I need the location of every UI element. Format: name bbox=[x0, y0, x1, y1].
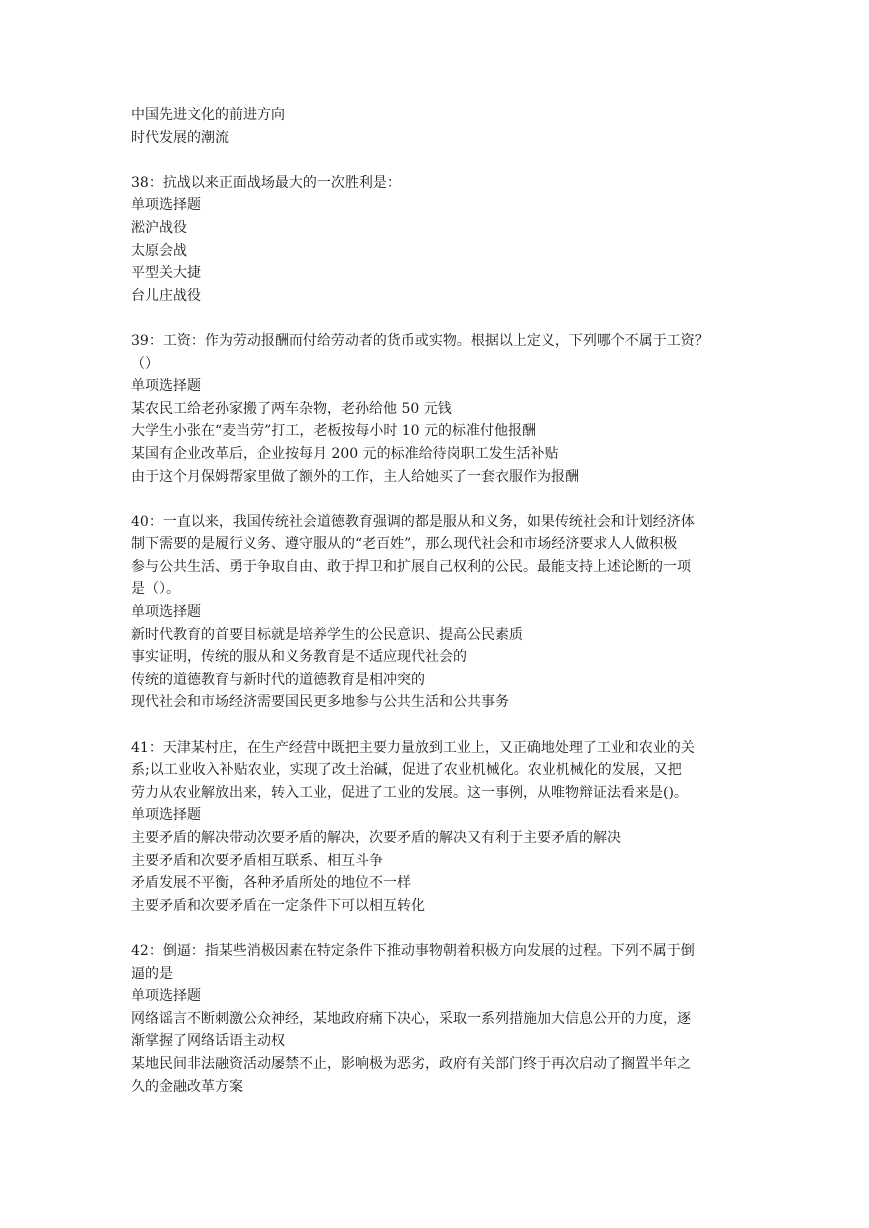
question-type: 单项选择题 bbox=[131, 197, 201, 214]
option: 主要矛盾的解决带动次要矛盾的解决，次要矛盾的解决又有利于主要矛盾的解决 bbox=[131, 830, 621, 846]
option: 时代发展的潮流 bbox=[131, 129, 229, 146]
spacer bbox=[131, 714, 743, 737]
question-stem: 系;以工业收入补贴农业，实现了改土治碱，促进了农业机械化。农业机械化的发展，又把 bbox=[131, 762, 682, 779]
option: 现代社会和市场经济需要国民更多地参与公共生活和公共事务 bbox=[131, 694, 509, 711]
question-39 bbox=[131, 330, 743, 488]
option: 由于这个月保姆帮家里做了额外的工作，主人给她买了一套衣服作为报酬 bbox=[131, 468, 579, 485]
option: 新时代教育的首要目标就是培养学生的公民意识、提高公民素质 bbox=[131, 626, 523, 643]
question-type: 单项选择题 bbox=[131, 988, 201, 1005]
option-continuation: 渐掌握了网络话语主动权 bbox=[131, 1033, 285, 1050]
question-stem: 40：一直以来，我国传统社会道德教育强调的都是服从和义务，如果传统社会和计划经济体 bbox=[131, 513, 695, 530]
option: 传统的道德教育与新时代的道德教育是相冲突的 bbox=[131, 671, 425, 688]
option: 某农民工给老孙家搬了两车杂物，老孙给他 50 元钱 bbox=[131, 400, 452, 417]
question-stem: 41：天津某村庄，在生产经营中既把主要力量放到工业上，又正确地处理了工业和农业的关 bbox=[131, 739, 695, 756]
question-type: 单项选择题 bbox=[131, 604, 201, 621]
question-stem: 劳力从农业解放出来，转入工业，促进了工业的发展。这一事例，从唯物辩证法看来是()。 bbox=[131, 784, 688, 801]
question-stem: 38：抗战以来正面战场最大的一次胜利是： bbox=[131, 174, 401, 191]
question-stem: 39：工资：作为劳动报酬而付给劳动者的货币或实物。根据以上定义，下列哪个不属于工资？ bbox=[131, 332, 709, 349]
question-40 bbox=[131, 511, 743, 714]
option: 某地民间非法融资活动屡禁不止，影响极为恶劣，政府有关部门终于再次启动了搁置半年之 bbox=[131, 1055, 691, 1072]
option-continuation: 久的金融改革方案 bbox=[131, 1078, 243, 1095]
question-stem: 42：倒逼：指某些消极因素在特定条件下推动事物朝着积极方向发展的过程。下列不属于倒 bbox=[131, 942, 695, 959]
option: 淞沪战役 bbox=[131, 219, 187, 236]
question-38 bbox=[131, 172, 743, 308]
question-type: 单项选择题 bbox=[131, 378, 201, 395]
option: 某国有企业改革后，企业按每月 200 元的标准给待岗职工发生活补贴 bbox=[131, 445, 559, 462]
question-stem: 制下需要的是履行义务、遵守服从的“老百姓”，那么现代社会和市场经济要求人人做积极 bbox=[131, 536, 678, 553]
question-stem: 逼的是 bbox=[131, 965, 173, 982]
previous-question-options bbox=[131, 104, 743, 149]
option: 平型关大捷 bbox=[131, 265, 201, 282]
spacer bbox=[131, 917, 743, 940]
document-page bbox=[131, 104, 743, 1098]
option: 事实证明，传统的服从和义务教育是不适应现代社会的 bbox=[131, 649, 467, 666]
option: 网络谣言不断刺激公众神经，某地政府痛下决心，采取一系列措施加大信息公开的力度，逐 bbox=[131, 1010, 691, 1027]
option: 台儿庄战役 bbox=[131, 287, 201, 304]
spacer bbox=[131, 307, 743, 330]
question-stem: 是（）。 bbox=[131, 581, 180, 598]
option: 主要矛盾和次要矛盾在一定条件下可以相互转化 bbox=[131, 897, 425, 914]
question-42 bbox=[131, 940, 743, 1098]
question-stem: 参与公共生活、勇于争取自由、敢于捍卫和扩展自己权利的公民。最能支持上述论断的一项 bbox=[131, 558, 691, 575]
question-type: 单项选择题 bbox=[131, 807, 201, 824]
option: 矛盾发展不平衡，各种矛盾所处的地位不一样 bbox=[131, 875, 411, 892]
option: 中国先进文化的前进方向 bbox=[131, 107, 285, 123]
spacer bbox=[131, 488, 743, 511]
spacer bbox=[131, 149, 743, 172]
option: 大学生小张在“麦当劳”打工，老板按每小时 10 元的标准付他报酬 bbox=[131, 423, 537, 440]
option: 主要矛盾和次要矛盾相互联系、相互斗争 bbox=[131, 852, 383, 869]
question-41 bbox=[131, 737, 743, 918]
option: 太原会战 bbox=[131, 242, 187, 259]
question-stem: （） bbox=[131, 355, 159, 372]
